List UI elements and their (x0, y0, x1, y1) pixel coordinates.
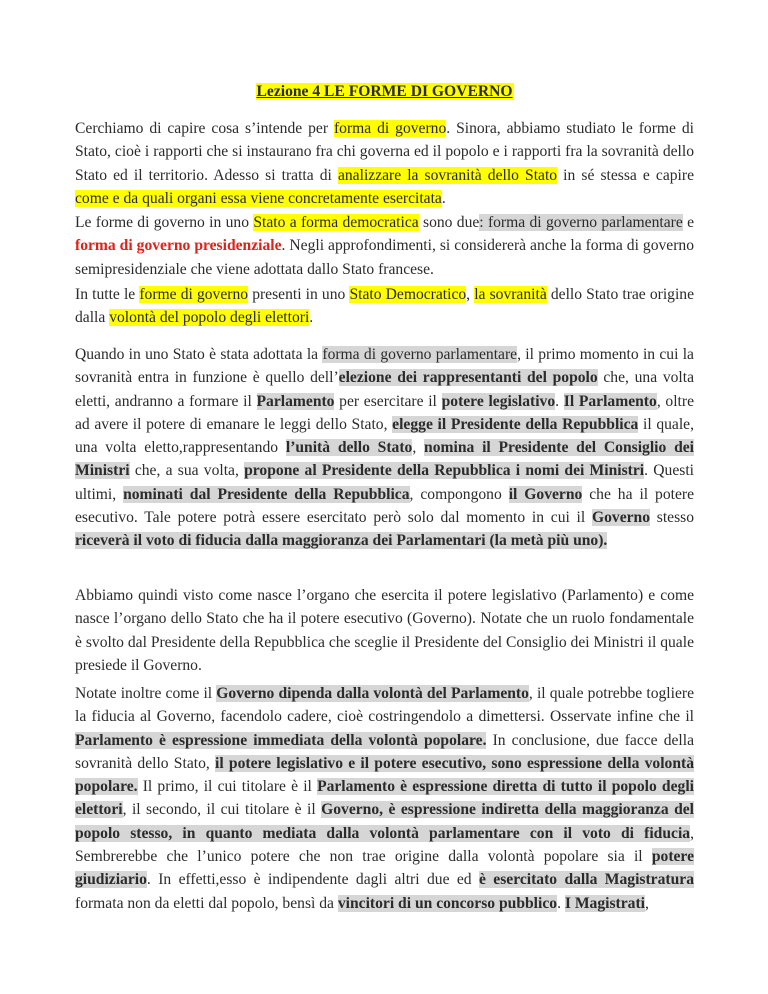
highlight-yellow: Stato Democratico (349, 286, 467, 303)
text-run: In conclusione, due facce della sovranità dello Stato, (75, 731, 694, 772)
highlight-yellow: analizzare la sovranità dello Stato (337, 166, 558, 184)
highlight-gray-bold: vincitori di un concorso pubblico (337, 894, 558, 912)
text-run: il quale, una volta eletto,rappresentando (75, 415, 694, 457)
text-run: , il quale potrebbe togliere la fiducia al Governo, facendolo cadere, cioè costringendolo a dimettersi. Osservate infine che il (75, 685, 694, 726)
text-run: . Negli approfondimenti, si considererà anche la forma di governo semipresidenziale che viene adottata dallo Stato francese. (75, 237, 694, 278)
highlight-gray-bold: elegge il Presidente della Repubblica (392, 415, 639, 433)
paragraph-sovereignty (75, 283, 694, 330)
paragraph-summary (75, 584, 694, 677)
highlight-yellow: come e da quali organi essa viene concretamente esercitata (75, 189, 442, 207)
emphasis-red: forma di governo presidenziale (75, 237, 282, 255)
highlight-gray-bold: l’unità dello Stato (285, 439, 413, 457)
text-run: . (441, 189, 446, 207)
text-run: formata non da eletti dal popolo, bensì da (75, 894, 338, 912)
text-run: , il primo momento in cui la sovranità entra in funzione è quello dell’ (75, 346, 694, 387)
highlight-gray: forma di governo parlamentare (322, 346, 518, 363)
highlight-gray-bold: potere legislativo (441, 392, 556, 410)
highlight-gray-bold: il potere legislativo e il potere esecutivo, sono espressione della volontà popolare. (75, 754, 694, 796)
text-run: . In effetti,esso è indipendente dagli altri due ed (146, 871, 479, 889)
highlight-gray-bold: I Magistrati (564, 894, 645, 912)
text-run: presenti in uno (248, 286, 350, 303)
paragraph-conclusion (75, 682, 694, 915)
text-run: . Sinora, abbiamo studiato le forme di Stato, cioè i rapporti che si instaurano fra chi governa ed il popolo e i rapporti fra la sovranità dello Stato ed il territorio. Adesso si tratta di (75, 120, 694, 184)
text-run: per esercitare il (334, 392, 442, 410)
paragraph-forms (75, 211, 694, 281)
highlight-gray-bold: Governo, è espressione indiretta della maggioranza del popolo stesso, in quanto mediata dalla volontà parlamentare con il voto di fiducia (75, 801, 694, 842)
text-run: che ha il potere esecutivo. Tale potere potrà essere esercitato però solo dal momento in cui il (75, 485, 694, 527)
paragraph-intro (75, 117, 694, 210)
text-run: In tutte le (75, 286, 140, 303)
highlight-gray-bold: potere giudiziario (75, 848, 694, 889)
highlight-gray-bold: Governo dipenda dalla volontà del Parlamento (216, 685, 529, 702)
text-run: dello Stato trae origine dalla (75, 286, 695, 327)
highlight-yellow: forma di governo (333, 120, 447, 137)
text-run: Notate inoltre come il (75, 685, 217, 702)
highlight-gray-bold: riceverà il voto di fiducia dalla maggioranza dei Parlamentari (la metà più uno). (75, 532, 608, 550)
text-run: , (645, 894, 649, 912)
text-run: Quando in uno Stato è stata adottata la (75, 346, 323, 363)
paragraph-parliamentary (75, 343, 694, 553)
text-run: sono due (418, 214, 480, 231)
text-run: . (555, 392, 564, 410)
text-run: , Sembrerebbe che l’unico potere che non trae origine dalla volontà popolare sia il (75, 824, 694, 866)
text-run: Le forme di governo in uno (75, 214, 254, 231)
text-run: Cerchiamo di capire cosa s’intende per (75, 120, 334, 137)
text-run: e (682, 214, 694, 231)
highlight-gray-bold: nomina il Presidente del Consiglio dei Ministri (75, 439, 695, 480)
text-run: . (557, 894, 565, 912)
text-run: . Questi ultimi, (75, 462, 694, 503)
highlight-gray-bold: Il Parlamento (563, 392, 657, 410)
highlight-yellow: Stato a forma democratica (253, 214, 419, 231)
text-run: , compongono (409, 485, 509, 503)
text-run: che, a sua volta, (129, 462, 245, 480)
highlight-yellow: volontà del popolo degli elettori (109, 309, 310, 327)
highlight-gray-bold: Parlamento è espressione diretta di tutto il popolo degli elettori (75, 778, 694, 819)
title-text: Lezione 4 LE FORME DI GOVERNO (256, 83, 513, 100)
text-run: , il secondo, il cui titolare è il (122, 801, 322, 819)
highlight-gray-bold: è esercitato dalla Magistratura (478, 871, 694, 889)
text-run: , oltre ad avere il potere di emanare le leggi dello Stato, (75, 392, 694, 433)
text-run: stesso (650, 509, 695, 527)
highlight-gray-bold: Governo (591, 509, 651, 527)
highlight-gray-bold: Parlamento (256, 392, 335, 410)
text-run: , (412, 439, 425, 457)
highlight-gray-bold: il Governo (508, 485, 583, 503)
highlight-gray-bold: nominati dal Presidente della Repubblica (123, 485, 410, 503)
highlight-yellow: la sovranità (474, 286, 547, 303)
highlight-gray-bold: elezione dei rappresentanti del popolo (338, 369, 598, 387)
highlight-gray-bold: propone al Presidente della Repubblica i nomi dei Ministri (244, 462, 645, 480)
text-run: Il primo, il cui titolare è il (137, 778, 318, 796)
text-run: . (309, 309, 314, 327)
text-run: in sé stessa e capire (557, 166, 694, 184)
page-title (75, 80, 694, 103)
highlight-gray-bold: Parlamento è espressione immediata della volontà popolare. (75, 731, 487, 749)
text-run: , (466, 286, 475, 303)
text-run: che, una volta eletti, andranno a formare il (75, 369, 694, 410)
highlight-yellow: forme di governo (139, 286, 249, 303)
highlight-gray: : forma di governo parlamentare (479, 214, 683, 231)
text-run: Abbiamo quindi visto come nasce l’organo che esercita il potere legislativo (Parlamento) e come nasce l’organo dello Stato che ha il potere esecutivo (Governo). Notate che un ruolo fondamentale è svolto dal Presidente della Repubblica che sceglie il Presidente del Consiglio dei Ministri il quale presiede il Governo. (75, 587, 694, 674)
